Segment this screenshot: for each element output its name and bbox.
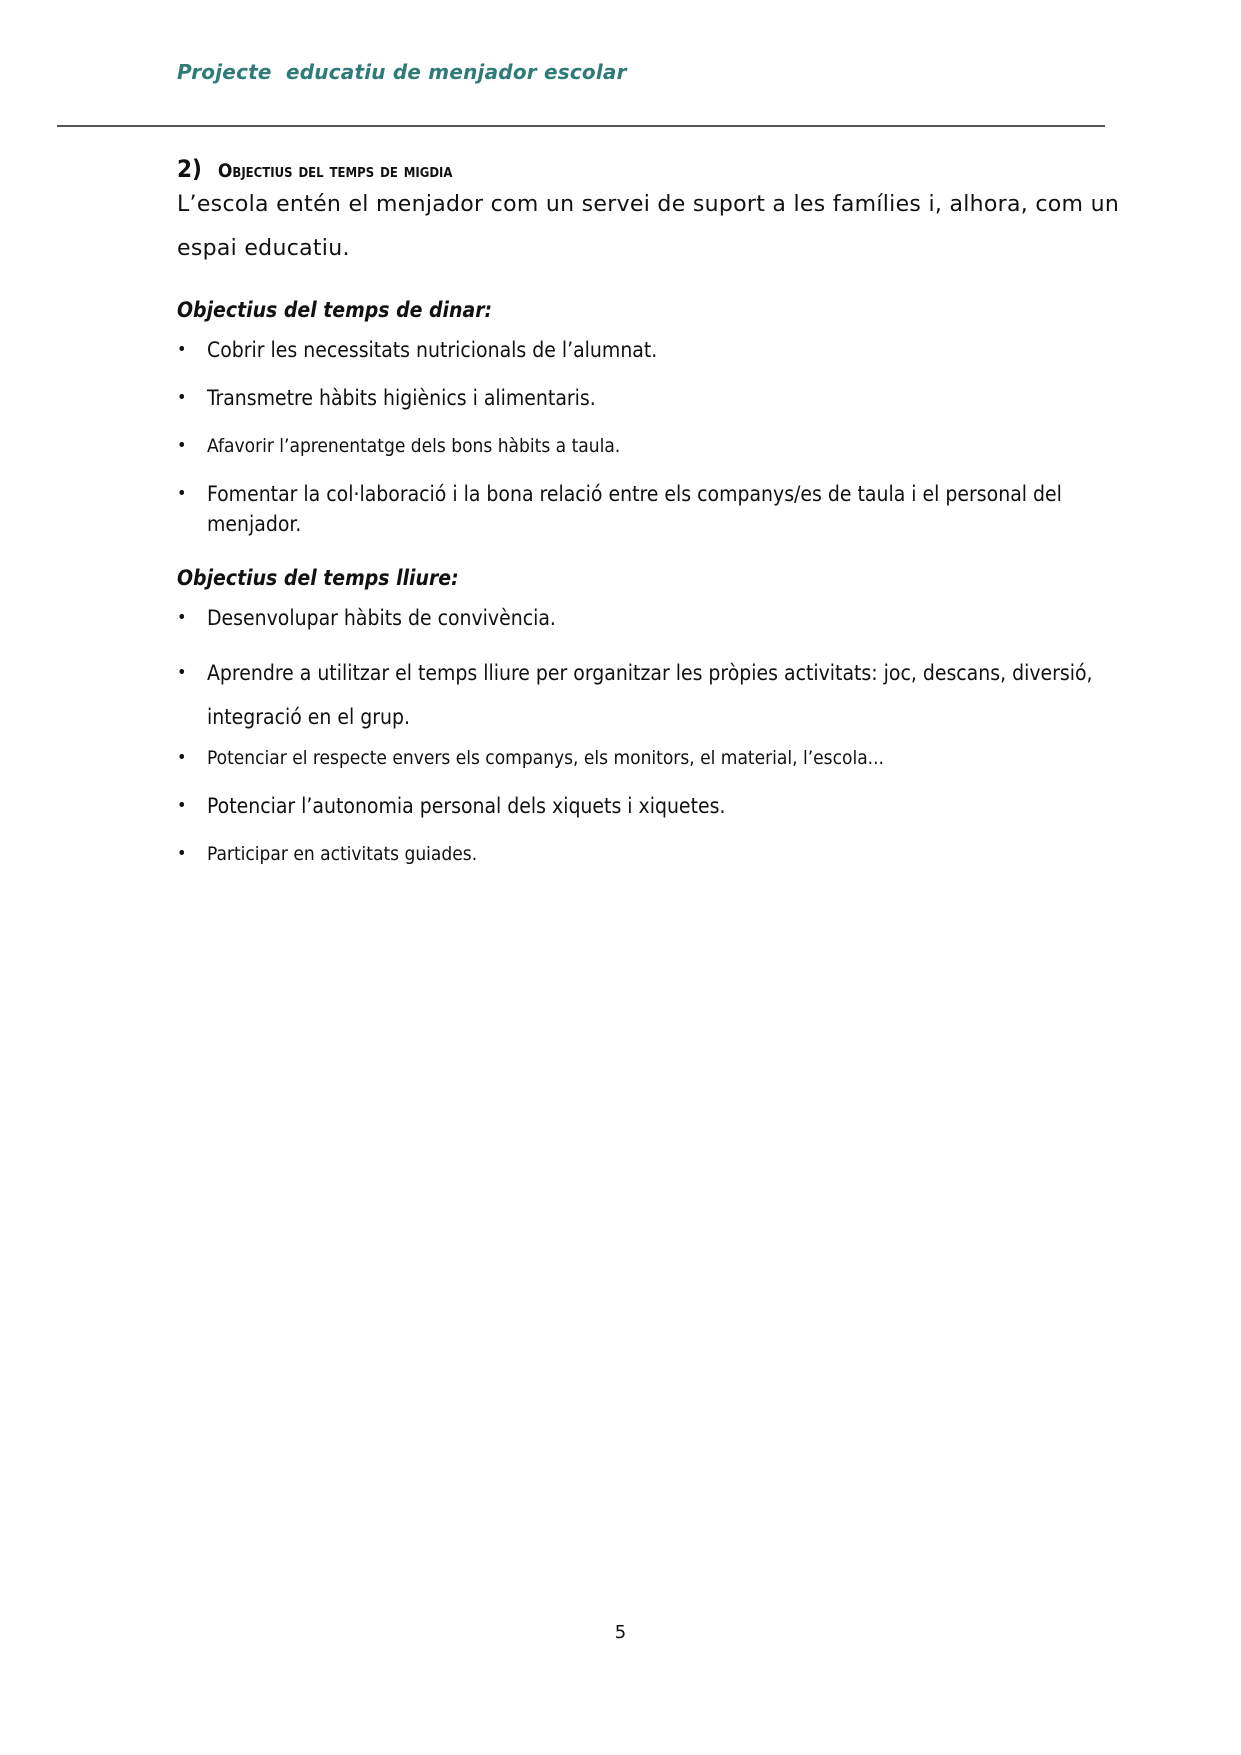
list-item: • Transmetre hàbits higiènics i alimentaris.: [177, 383, 1137, 413]
section-title: Objectius del temps de migdia: [217, 160, 453, 182]
lliure-objectives-list: [177, 603, 1137, 869]
list-item: • Aprendre a utilitzar el temps lliure per organitzar les pròpies activitats: joc, descans, diversió, integració en el grup.: [177, 651, 1137, 739]
subheading-lliure: Objectius del temps lliure:: [177, 566, 459, 590]
list-item: • Afavorir l’aprenentatge dels bons hàbits a taula.: [177, 431, 1137, 461]
intro-paragraph: L’escola entén el menjador com un servei de suport a les famílies i, alhora, com un espai educatiu.: [177, 192, 1120, 261]
bullet-icon: •: [177, 387, 187, 408]
page-content: [177, 155, 1137, 887]
list-item: • Fomentar la col·laboració i la bona relació entre els companys/es de taula i el personal del menjador.: [177, 479, 1137, 539]
list-item: • Potenciar el respecte envers els companys, els monitors, el material, l’escola...: [177, 743, 1137, 773]
bullet-icon: •: [177, 435, 187, 456]
list-item: • Potenciar l’autonomia personal dels xiquets i xiquetes.: [177, 791, 1137, 821]
section-number: 2): [177, 155, 202, 183]
bullet-icon: •: [177, 662, 187, 683]
bullet-icon: •: [177, 795, 187, 816]
header-divider: [57, 125, 1105, 127]
bullet-icon: •: [177, 483, 187, 504]
bullet-icon: •: [177, 339, 187, 360]
list-item: • Cobrir les necessitats nutricionals de l’alumnat.: [177, 335, 1137, 365]
bullet-icon: •: [177, 607, 187, 628]
dinar-objectives-list: [177, 335, 1137, 539]
bullet-icon: •: [177, 747, 187, 768]
page-number: 5: [614, 1622, 627, 1643]
list-item: • Participar en activitats guiades.: [177, 839, 1137, 869]
section-heading: [177, 155, 1137, 183]
subheading-dinar: Objectius del temps de dinar:: [177, 298, 493, 322]
bullet-icon: •: [177, 843, 187, 864]
running-header-title: Projecte educatiu de menjador escolar: [177, 60, 627, 84]
list-item: • Desenvolupar hàbits de convivència.: [177, 603, 1137, 633]
